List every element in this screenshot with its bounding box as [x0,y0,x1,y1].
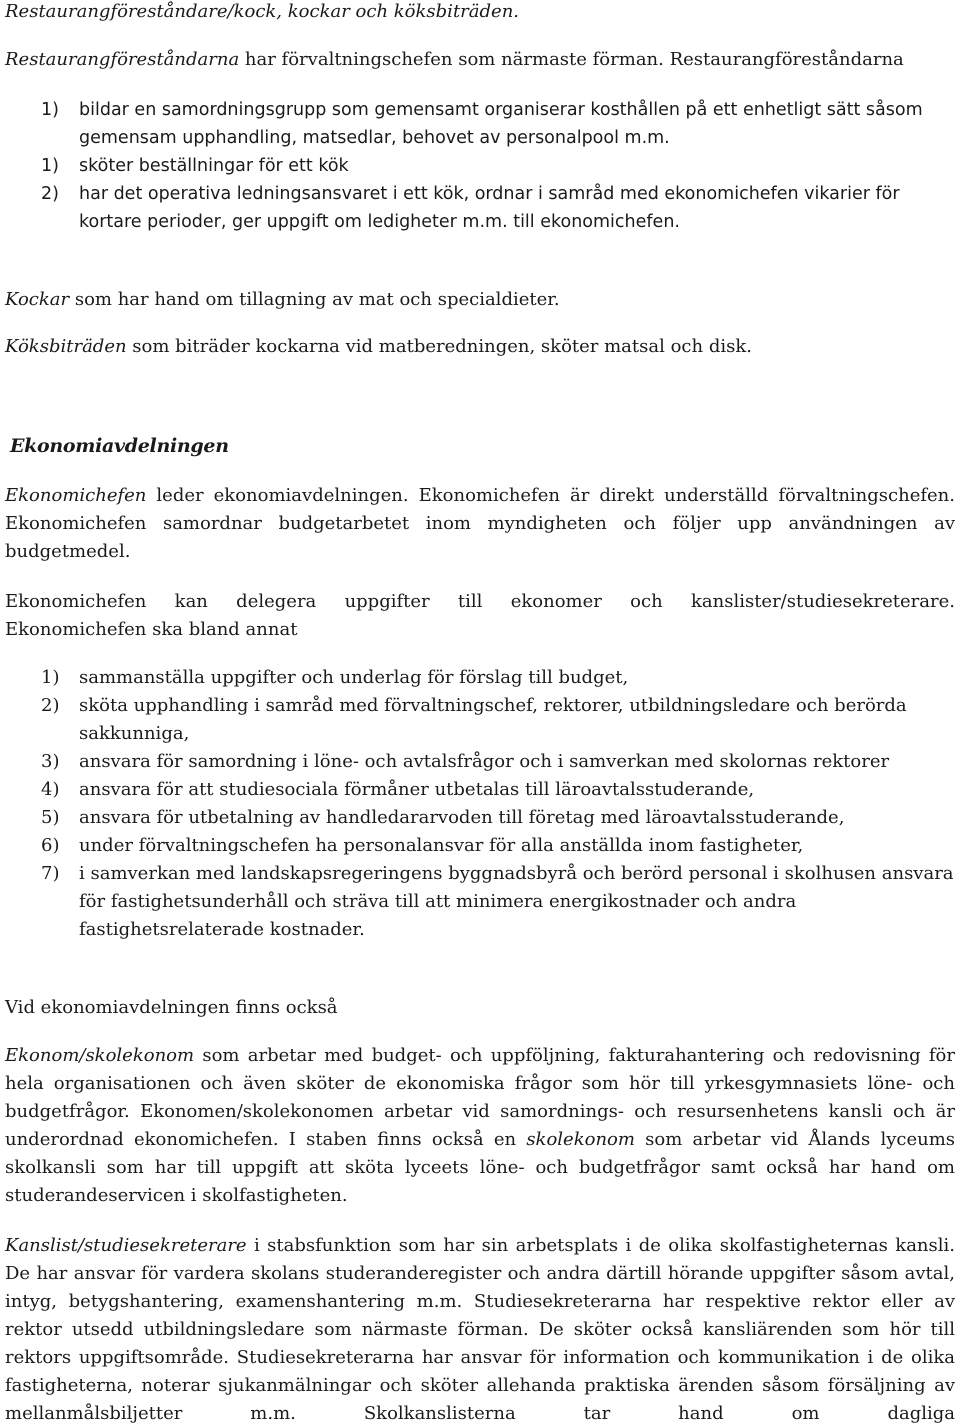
section-title-restaurang: Restaurangföreståndare/kock, kockar och köksbiträden. [5,1,520,22]
list-item: 7) i samverkan med landskapsregeringens byggnadsbyrå och berörd personal i skolhusen ansvara för fastighetsunderhåll och sträva till att minimera energikostnader och andra fastighetsrelaterade kostnader. [41,863,954,940]
delegera-line: Ekonomichefen kan delegera uppgifter till ekonomer och kanslister/studiesekreterare. [5,591,955,612]
restaurang-lead-rest: har förvaltningschefen som närmaste förman. Restaurangföreståndarna [239,49,904,70]
skolekonom-term: skolekonom [526,1129,635,1150]
vid-ekonomiavdelningen-line: Vid ekonomiavdelningen finns också [5,997,338,1018]
list-item: 6) under förvaltningschefen ha personalansvar för alla anställda inom fastigheter, [41,835,804,856]
list-item: 3) ansvara för samordning i löne- och avtalsfrågor och i samverkan med skolornas rektorer [41,751,890,772]
ekonomichef-paragraph: Ekonomichefen leder ekonomiavdelningen. Ekonomichefen är direkt underställd förvaltningschefen. Ekonomichefen samordnar budgetarbetet inom myndigheten och följer upp användningen av budgetmedel. [5,485,955,562]
section-heading-ekonomiavdelningen: Ekonomiavdelningen [10,435,229,457]
ekonomichef-duties-list [5,664,955,944]
ekonom-term: Ekonom/skolekonom [5,1045,195,1066]
koksbitraden-paragraph: Köksbiträden som biträder kockarna vid matberedningen, sköter matsal och disk. [5,336,752,357]
list-item: 2) sköta upphandling i samråd med förvaltningschef, rektorer, utbildningsledare och berörda sakkunniga, [41,695,907,744]
list-item: 2) har det operativa ledningsansvaret i ett kök, ordnar i samråd med ekonomichefen vikarier för kortare perioder, ger uppgift om ledigheter m.m. till ekonomichefen. [41,184,900,232]
kockar-term: Kockar [5,289,70,310]
restaurang-lead-term: Restaurangföreståndarna [5,49,240,70]
list-item: 1) sköter beställningar för ett kök [41,156,349,176]
kanslist-term: Kanslist/studiesekreterare [5,1235,247,1256]
kockar-paragraph: Kockar som har hand om tillagning av mat och specialdieter. [5,289,560,310]
list-item: 5) ansvara för utbetalning av handledararvoden till företag med läroavtalsstuderande, [41,807,845,828]
list-item: 1) bildar en samordningsgrupp som gemensamt organiserar kosthållen på ett enhetligt sätt såsom gemensam upphandling, matsedlar, behovet av personalpool m.m. [41,100,923,148]
koksbitraden-term: Köksbiträden [5,336,127,357]
list-item: 4) ansvara för att studiesociala förmåner utbetalas till läroavtalsstuderande, [41,779,755,800]
restaurang-intro-line [5,46,955,74]
list-item: 1) sammanställa uppgifter och underlag för förslag till budget, [41,667,629,688]
restaurang-duties-list [5,96,955,236]
bland-annat-line: Ekonomichefen ska bland annat [5,619,298,640]
ekonomichef-term: Ekonomichefen [5,485,147,506]
ekonom-skolekonom-paragraph: Ekonom/skolekonom som arbetar med budget- och uppföljning, fakturahantering och redovisning för hela organisationen och även sköter de ekonomiska frågor som hör till yrkesgymnasiets löne- och budgetfrågor. Ekonomen/skolekonomen arbetar vid samordnings- och resursenhetens kansli och är underordnad ekonomichefen. I staben finns också en skolekonom som arbetar vid Ålands lyceums skolkansli som har till uppgift att sköta lyceets löne- och budgetfrågor samt också har hand om studerandeservicen i skolfastigheten. [5,1045,955,1206]
kanslist-paragraph: Kanslist/studiesekreterare i stabsfunktion som har sin arbetsplats i de olika skolfastigheternas kansli. De har ansvar för vardera skolans studeranderegister och andra därtill hörande uppgifter såsom avtal, intyg, betygshantering, examenshantering m.m. Studiesekreterarna har respektive rektor eller av rektor utsedd utbildningsledare som närmaste förman. De sköter också kansliärenden som hör till rektors uppgiftsområde. Studiesekreterarna har ansvar för information och kommunikation i de olika fastigheterna, noterar sjukanmälningar och sköter allehanda praktiska ärenden såsom försäljning av mellanmålsbiljetter m.m. Skolkanslisterna tar hand om dagliga [5,1235,955,1424]
